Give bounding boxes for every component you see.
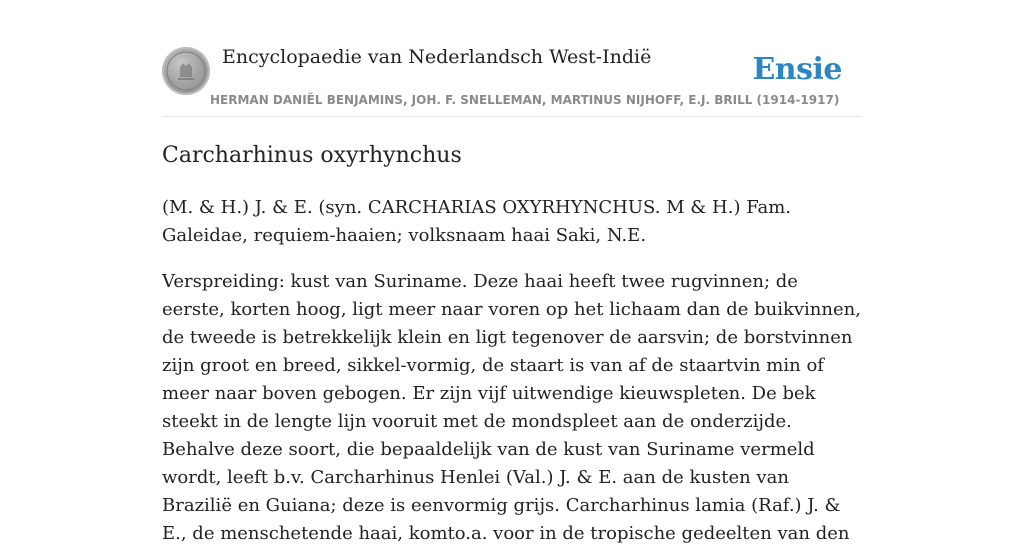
entry-paragraph-distribution: Verspreiding: kust van Suriname. Deze haai heeft twee rugvinnen; de eerste, korten hoog, ligt meer naar voren op het lichaam dan de buikvinnen, de tweede is betrekkelijk klein en ligt tegenover de aarsvin; de borstvinnen zijn groot en breed, sikkel-vormig, de staart is van af de staartvin min of meer naar boven gebogen. Er zijn vijf uitwendige kieuwspleten. De bek steekt in de lengte lijn vooruit met de mondspleet aan de onderzijde. Behalve deze soort, die bepaaldelijk van de kust van Suriname vermeld wordt, leeft b.v. Carcharhinus Henlei (Val.) J. & E. aan de kusten van Brazilië en Guiana; deze is eenvormig grijs. Carcharhinus lamia (Raf.) J. & E., de menschetende haai, komto.a. voor in de tropische gedeelten van den <box>162 271 861 544</box>
encyclopedia-seal-icon <box>162 47 210 95</box>
entry-title: Carcharhinus oxyrhynchus <box>162 143 462 168</box>
entry-paragraph-synonyms: (M. & H.) J. & E. (syn. CARCHARIAS OXYRHYNCHUS. M & H.) Fam. Galeidae, requiem-haaien; volksnaam haai Saki, N.E. <box>162 197 792 246</box>
source-title[interactable]: Encyclopaedie van Nederlandsch West-Indië <box>222 46 652 68</box>
source-authors: HERMAN DANIËL BENJAMINS, JOH. F. SNELLEMAN, MARTINUS NIJHOFF, E.J. BRILL (1914-1917) <box>210 93 840 107</box>
page <box>162 0 862 548</box>
source-header <box>162 0 862 117</box>
ensie-logo[interactable]: Ensie <box>752 52 842 87</box>
